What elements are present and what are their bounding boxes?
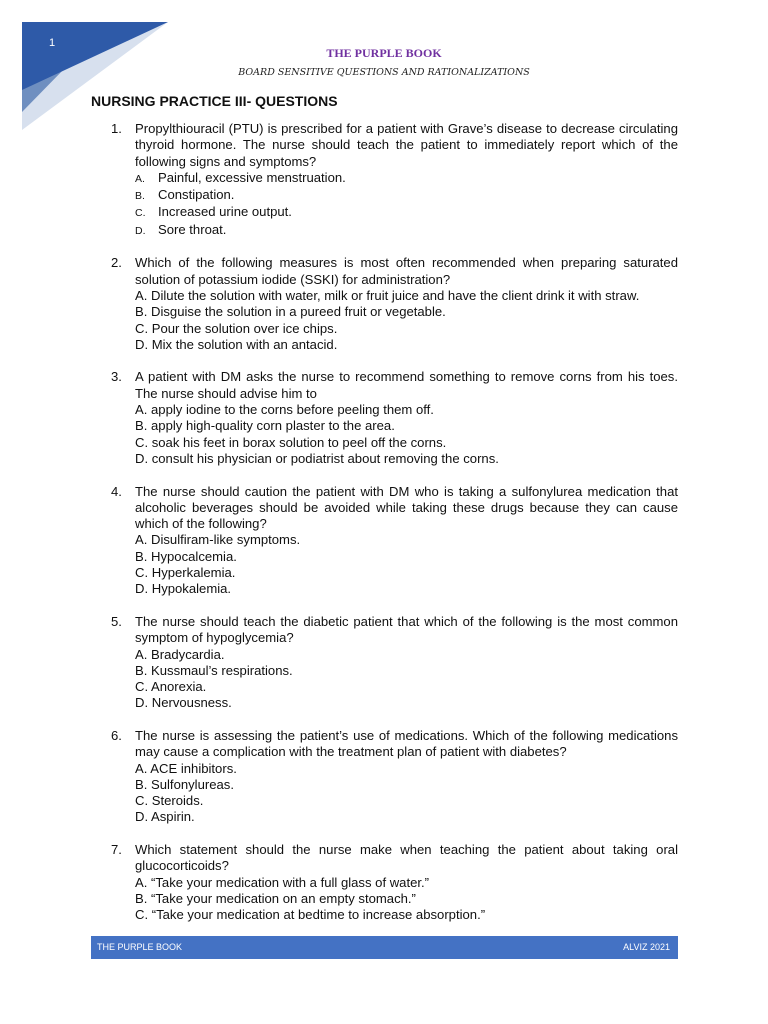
option-a: A. Dilute the solution with water, milk or fruit juice and have the client drink it with straw.	[135, 287, 640, 303]
option-d: D. Hypokalemia.	[135, 581, 232, 597]
book-title: THE PURPLE BOOK	[326, 46, 442, 60]
option-a: A. ACE inhibitors.	[135, 760, 237, 776]
option-d: D. consult his physician or podiatrist about removing the corns.	[135, 450, 499, 466]
option-a: A. Bradycardia.	[135, 646, 225, 662]
option-b: B. Hypocalcemia.	[135, 548, 237, 564]
option-a	[135, 170, 678, 187]
footer-right-text: ALVIZ 2021	[623, 942, 670, 952]
option-text: Increased urine output.	[158, 204, 292, 220]
question-number: 4.	[111, 483, 122, 499]
option-b: B. Kussmaul’s respirations.	[135, 662, 293, 678]
question-7	[111, 842, 678, 923]
option-letter: B.	[135, 190, 145, 203]
option-a: A. Disulfiram-like symptoms.	[135, 532, 301, 548]
question-6	[111, 727, 678, 826]
question-number: 6.	[111, 727, 122, 743]
option-text: Constipation.	[158, 187, 235, 203]
option-a: A. “Take your medication with a full glass of water.”	[135, 874, 430, 890]
footer-left-text: THE PURPLE BOOK	[97, 942, 183, 952]
option-c: C. Steroids.	[135, 793, 204, 809]
option-c: C. Hyperkalemia.	[135, 565, 236, 581]
option-c: C. Anorexia.	[135, 679, 207, 695]
question-1	[111, 121, 678, 239]
question-stem: The nurse is assessing the patient’s use of medications. Which of the following medications may cause a complication with the treatment plan of patient with diabetes?	[135, 727, 678, 760]
option-c	[135, 204, 678, 221]
option-a: A. apply iodine to the corns before peeling them off.	[135, 402, 434, 418]
question-4	[111, 483, 678, 598]
question-number: 3.	[111, 369, 122, 385]
option-c: C. soak his feet in borax solution to peel off the corns.	[135, 434, 447, 450]
question-list	[111, 121, 678, 940]
book-subtitle: BOARD SENSITIVE QUESTIONS AND RATIONALIZATIONS	[238, 67, 530, 78]
option-b	[135, 187, 678, 204]
option-letter: A.	[135, 172, 145, 185]
option-d	[135, 222, 678, 239]
question-number: 2.	[111, 255, 122, 271]
option-b: B. Sulfonylureas.	[135, 776, 234, 792]
question-stem: The nurse should caution the patient with DM who is taking a sulfonylurea medication that alcoholic beverages should be avoided while taking these drugs because they can cause which of the following?	[135, 483, 678, 532]
question-stem: Propylthiouracil (PTU) is prescribed for a patient with Grave’s disease to decrease circulating thyroid hormone. The nurse should teach the patient to immediately report which of the following signs and symptoms?	[135, 121, 678, 169]
option-letter: D.	[135, 224, 146, 237]
option-b: B. “Take your medication on an empty stomach.”	[135, 890, 416, 906]
question-stem: The nurse should teach the diabetic patient that which of the following is the most common symptom of hypoglycemia?	[135, 613, 678, 646]
option-d: D. Mix the solution with an antacid.	[135, 336, 338, 352]
option-text: Painful, excessive menstruation.	[158, 169, 346, 185]
question-stem: A patient with DM asks the nurse to recommend something to remove corns from his toes. The nurse should advise him to	[135, 369, 678, 401]
page-number: 1	[49, 37, 56, 49]
question-stem: Which statement should the nurse make when teaching the patient about taking oral glucocorticoids?	[135, 842, 678, 874]
section-heading: NURSING PRACTICE III- QUESTIONS	[91, 93, 338, 109]
option-d: D. Aspirin.	[135, 809, 195, 825]
question-2	[111, 255, 678, 353]
question-3	[111, 369, 678, 467]
option-letter: C.	[135, 207, 146, 220]
question-number: 7.	[111, 842, 122, 858]
option-c: C. Pour the solution over ice chips.	[135, 320, 338, 336]
question-number: 1.	[111, 121, 122, 136]
question-stem: Which of the following measures is most often recommended when preparing saturated solution of potassium iodide (SSKI) for administration?	[135, 255, 678, 287]
question-5	[111, 613, 678, 712]
question-number: 5.	[111, 613, 122, 629]
option-b: B. Disguise the solution in a pureed fruit or vegetable.	[135, 304, 446, 320]
option-text: Sore throat.	[158, 221, 227, 237]
page-corner-decoration	[0, 0, 170, 130]
option-b: B. apply high-quality corn plaster to the area.	[135, 418, 395, 434]
option-d: D. Nervousness.	[135, 695, 232, 711]
page-footer	[91, 936, 678, 959]
option-c: C. “Take your medication at bedtime to increase absorption.”	[135, 907, 486, 923]
